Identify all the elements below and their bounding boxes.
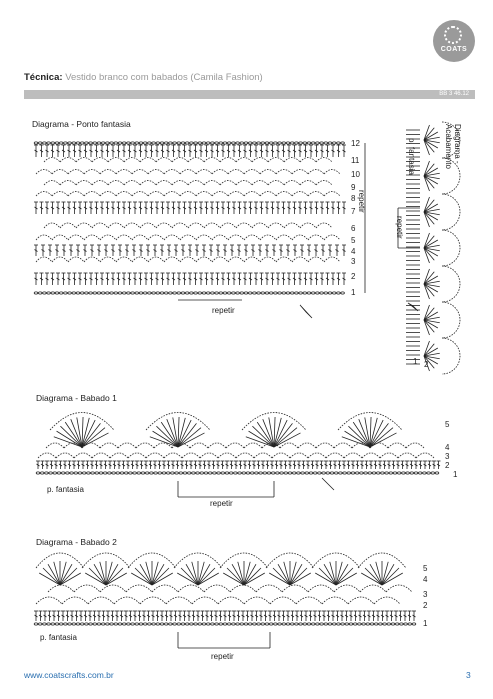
acabamento-diagram xyxy=(398,122,460,374)
ponto-fantasia-diagram xyxy=(34,142,365,318)
babado2-row-number: 5 xyxy=(423,564,428,573)
technique-label: Técnica: xyxy=(24,72,63,83)
babado1-row-number: 5 xyxy=(445,420,450,429)
diagram1-repeat-label: repetir xyxy=(212,306,235,315)
row-number: 4 xyxy=(351,247,356,256)
diagram2-repeat-label: repetir xyxy=(395,216,404,239)
babado2-repeat-label: repetir xyxy=(211,652,234,661)
row-number: 9 xyxy=(351,183,356,192)
diagram2-stitch-label: p. fantasia xyxy=(407,138,416,175)
row-number: 2 xyxy=(351,272,356,281)
diagram2-row-number: 2 xyxy=(424,360,429,369)
row-number: 12 xyxy=(351,139,360,148)
page-number: 3 xyxy=(466,670,471,680)
diagram-babado-2-title: Diagrama - Babado 2 xyxy=(36,537,117,547)
babado-1-diagram xyxy=(36,413,441,498)
babado2-row-number: 2 xyxy=(423,601,428,610)
babado1-row-number: 3 xyxy=(445,452,450,461)
row-number: 6 xyxy=(351,224,356,233)
footer-url-link[interactable]: www.coatscrafts.com.br xyxy=(24,670,114,680)
babado1-repeat-label: repetir xyxy=(210,499,233,508)
row-number: 5 xyxy=(351,236,356,245)
row-number: 11 xyxy=(351,156,360,165)
babado1-row-number: 4 xyxy=(445,443,450,452)
babado1-stitch-label: p. fantasia xyxy=(47,485,84,494)
diagram2-row-number: 1 xyxy=(413,357,418,366)
babado2-stitch-label: p. fantasia xyxy=(40,633,77,642)
diagram-babado-1-title: Diagrama - Babado 1 xyxy=(36,393,117,403)
babado2-row-number: 4 xyxy=(423,575,428,584)
technique-value: Vestido branco com babados (Camila Fashion) xyxy=(65,72,263,83)
diagram-acabamento-title: Diagrama - Acabamento xyxy=(444,124,462,169)
babado2-row-number: 1 xyxy=(423,619,428,628)
diagram-ponto-fantasia-title: Diagrama - Ponto fantasia xyxy=(32,119,131,129)
pattern-code: BB 3 46.12 xyxy=(439,91,469,97)
row-number: 3 xyxy=(351,257,356,266)
row-number: 1 xyxy=(351,288,356,297)
babado1-row-number: 2 xyxy=(445,461,450,470)
logo-brand-text: COATS xyxy=(440,46,468,53)
row-number: 8 xyxy=(351,194,356,203)
babado1-row-number: 1 xyxy=(453,470,458,479)
babado2-row-number: 3 xyxy=(423,590,428,599)
row-number: 7 xyxy=(351,207,356,216)
row-number: 10 xyxy=(351,170,360,179)
babado-2-diagram xyxy=(34,553,416,648)
diagram1-side-repeat-label: repetir xyxy=(357,190,366,213)
